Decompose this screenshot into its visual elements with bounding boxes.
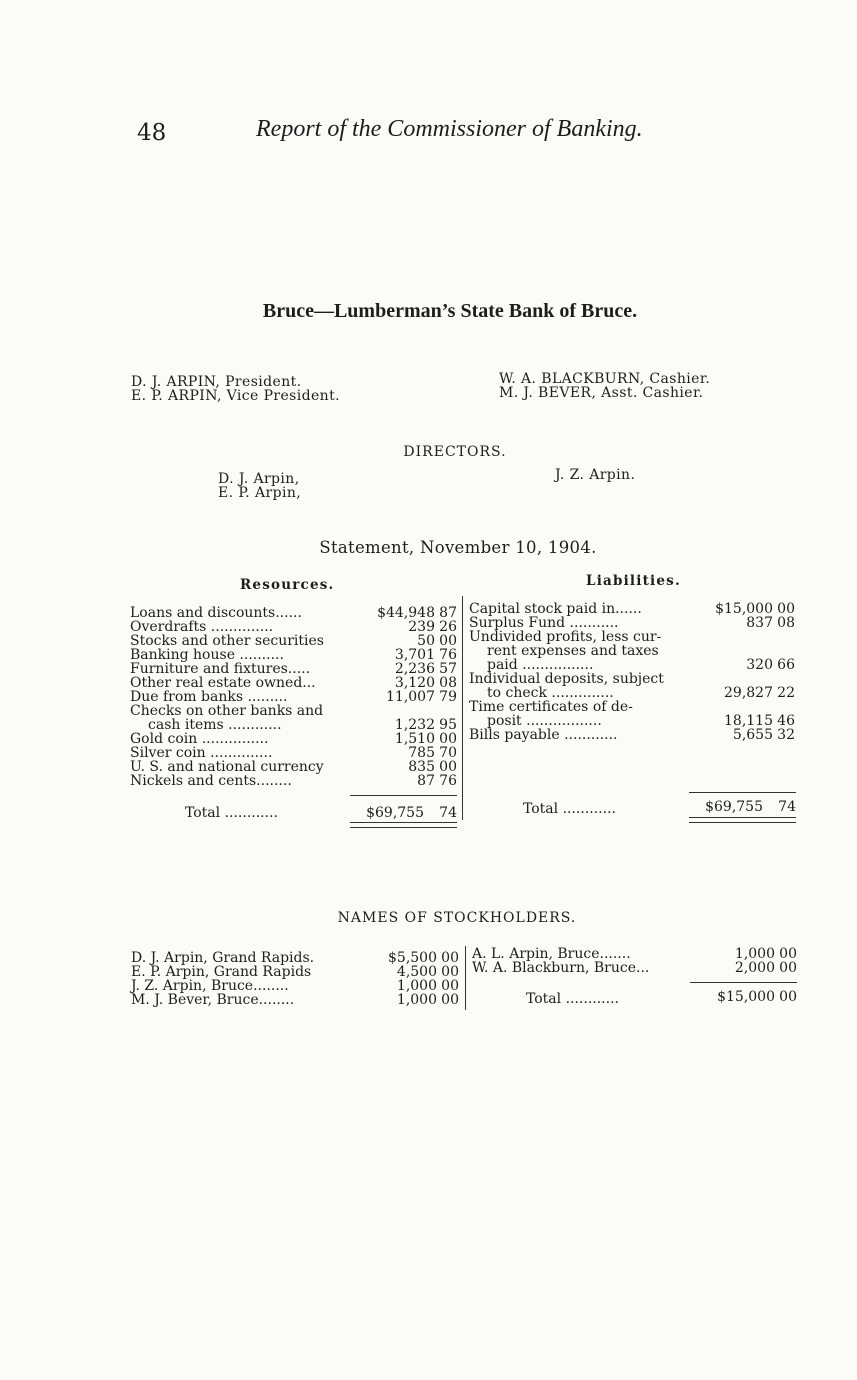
liabilities-heading: Liabilities.: [586, 573, 681, 589]
resource-cents: 08: [439, 675, 457, 691]
stockholder-dollars: 1,000: [396, 992, 437, 1008]
resources-total-cents: 74: [439, 805, 457, 821]
liability-row: [469, 672, 795, 686]
resource-label: Checks on other banks and: [130, 703, 324, 719]
resource-cents: 00: [439, 633, 457, 649]
stockholder-name: W. A. Blackburn, Bruce...: [472, 960, 650, 976]
resources-ledger: [130, 606, 457, 796]
liabilities-total-rule: [689, 792, 796, 793]
stockholder-cents: 00: [441, 992, 459, 1008]
resource-label: Furniture and fixtures.....: [130, 661, 311, 677]
stockholder-dollars: 4,500: [396, 964, 437, 980]
resource-dollars: 1,232: [394, 717, 435, 733]
resource-dollars: 835: [408, 759, 435, 775]
resource-label: Nickels and cents........: [130, 773, 292, 789]
resource-cents: 87: [439, 605, 457, 621]
liability-label: Individual deposits, subject: [469, 671, 664, 687]
directors-heading: DIRECTORS.: [403, 444, 507, 460]
resource-row: [130, 760, 457, 774]
resource-dollars: 3,120: [394, 675, 435, 691]
stockholder-cents: 00: [441, 964, 459, 980]
resource-cents: 00: [439, 759, 457, 775]
stockholder-cents: 00: [779, 960, 797, 976]
officer-cashier: W. A. BLACKBURN, Cashier.: [499, 371, 711, 387]
resource-dollars: 2,236: [394, 661, 435, 677]
resources-heading: Resources.: [240, 577, 335, 593]
resources-total-double-rule: [350, 822, 457, 828]
liability-row: [469, 644, 795, 658]
resource-row: [130, 620, 457, 634]
stockholder-name: M. J. Bever, Bruce........: [131, 992, 295, 1008]
director-item: D. J. Arpin,: [218, 471, 300, 487]
page-number: 48: [137, 120, 167, 146]
resource-label: Stocks and other securities: [130, 633, 324, 649]
stockholder-cents: 00: [441, 978, 459, 994]
resource-label: Other real estate owned...: [130, 675, 316, 691]
liability-cents: 22: [777, 685, 795, 701]
stockholders-left-list: [131, 952, 459, 1012]
resource-cents: 95: [439, 717, 457, 733]
stockholder-dollars: 1,000: [734, 946, 775, 962]
liability-label: to check ..............: [487, 685, 614, 701]
stockholders-total-cents: 00: [779, 989, 797, 1005]
resources-total-dollars: $69,755: [366, 805, 424, 821]
liabilities-total-double-rule: [689, 817, 796, 823]
stockholder-name: E. P. Arpin, Grand Rapids: [131, 964, 312, 980]
liability-row: [469, 714, 795, 728]
resource-cents: 26: [439, 619, 457, 635]
statement-title: Statement, November 10, 1904.: [319, 538, 597, 557]
officer-asst-cashier: M. J. BEVER, Asst. Cashier.: [499, 385, 704, 401]
resource-cents: 76: [439, 773, 457, 789]
liability-label: paid ................: [487, 657, 594, 673]
resources-total-label: Total ............: [185, 805, 278, 821]
stockholder-cents: 00: [779, 946, 797, 962]
director-item: J. Z. Arpin.: [555, 467, 636, 483]
resource-label: Banking house ..........: [130, 647, 284, 663]
resource-row: [130, 732, 457, 746]
liability-label: Bills payable ............: [469, 727, 618, 743]
bank-title: Bruce—Lumberman’s State Bank of Bruce.: [262, 300, 638, 322]
liability-cents: 66: [777, 657, 795, 673]
liability-label: Capital stock paid in......: [469, 601, 642, 617]
resource-cents: 79: [439, 689, 457, 705]
stockholder-row: [472, 962, 797, 975]
resource-dollars: $44,948: [377, 605, 435, 621]
column-divider: [462, 596, 463, 820]
stockholders-total-label: Total ............: [526, 991, 619, 1007]
stockholder-name: D. J. Arpin, Grand Rapids.: [131, 950, 315, 966]
resource-cents: 00: [439, 731, 457, 747]
resource-row: [130, 676, 457, 690]
liability-label: Time certificates of de-: [469, 699, 633, 715]
liabilities-total-cents: 74: [778, 799, 796, 815]
officer-vice-president: E. P. ARPIN, Vice President.: [131, 388, 340, 404]
stockholder-name: A. L. Arpin, Bruce.......: [472, 946, 631, 962]
liability-dollars: 5,655: [732, 727, 773, 743]
resource-dollars: 87: [417, 773, 435, 789]
resource-row: [130, 774, 457, 788]
stockholder-dollars: $5,500: [388, 950, 437, 966]
stockholder-cents: 00: [441, 950, 459, 966]
stockholders-heading: NAMES OF STOCKHOLDERS.: [337, 910, 577, 926]
liability-row: [469, 686, 795, 700]
resource-row: [130, 718, 457, 732]
liability-dollars: $15,000: [715, 601, 773, 617]
liability-cents: 08: [777, 615, 795, 631]
liability-cents: 32: [777, 727, 795, 743]
liability-cents: 46: [777, 713, 795, 729]
stockholders-total-rule: [690, 982, 797, 983]
resource-dollars: 3,701: [394, 647, 435, 663]
resource-label: Loans and discounts......: [130, 605, 302, 621]
liability-row: [469, 616, 795, 630]
liability-row: [469, 658, 795, 672]
resource-row: [130, 634, 457, 648]
resource-row: [130, 690, 457, 704]
resource-dollars: 239: [408, 619, 435, 635]
liability-dollars: 837: [746, 615, 773, 631]
stockholders-total-dollars: $15,000: [717, 989, 775, 1005]
liability-label: rent expenses and taxes: [487, 643, 659, 659]
liabilities-total-dollars: $69,755: [705, 799, 763, 815]
resource-label: Gold coin ...............: [130, 731, 269, 747]
liability-row: [469, 700, 795, 714]
stockholder-dollars: 1,000: [396, 978, 437, 994]
liability-dollars: 320: [746, 657, 773, 673]
stockholders-divider: [465, 946, 466, 1010]
resource-label: Due from banks .........: [130, 689, 288, 705]
resource-cents: 70: [439, 745, 457, 761]
liability-dollars: 18,115: [724, 713, 773, 729]
liability-row: [469, 630, 795, 644]
liability-row: [469, 602, 795, 616]
resource-row: [130, 648, 457, 662]
liabilities-ledger: [469, 602, 795, 742]
stockholder-row: [131, 994, 459, 1007]
resource-dollars: 50: [417, 633, 435, 649]
resource-dollars: 1,510: [394, 731, 435, 747]
resource-row: [130, 606, 457, 620]
stockholder-name: J. Z. Arpin, Bruce........: [131, 978, 289, 994]
resource-dollars: 785: [408, 745, 435, 761]
resource-label: U. S. and national currency: [130, 759, 324, 775]
resource-label: Silver coin ..............: [130, 745, 273, 761]
resource-row: [130, 746, 457, 760]
liability-label: posit .................: [487, 713, 602, 729]
stockholders-right-list: [472, 948, 797, 978]
resource-row: [130, 662, 457, 676]
resource-dollars: 11,007: [386, 689, 435, 705]
stockholder-dollars: 2,000: [734, 960, 775, 976]
liability-cents: 00: [777, 601, 795, 617]
resource-cents: 76: [439, 647, 457, 663]
resource-cents: 57: [439, 661, 457, 677]
liability-label: Surplus Fund ...........: [469, 615, 619, 631]
liabilities-total-label: Total ............: [523, 801, 616, 817]
resource-label: cash items ............: [148, 717, 282, 733]
resources-total-rule: [350, 795, 457, 796]
officer-president: D. J. ARPIN, President.: [131, 374, 302, 390]
resource-label: Overdrafts ..............: [130, 619, 274, 635]
director-item: E. P. Arpin,: [218, 485, 302, 501]
running-head: Report of the Commissioner of Banking.: [256, 116, 643, 142]
liability-row: [469, 728, 795, 742]
resource-row: [130, 704, 457, 718]
liability-label: Undivided profits, less cur-: [469, 629, 662, 645]
liability-dollars: 29,827: [724, 685, 773, 701]
